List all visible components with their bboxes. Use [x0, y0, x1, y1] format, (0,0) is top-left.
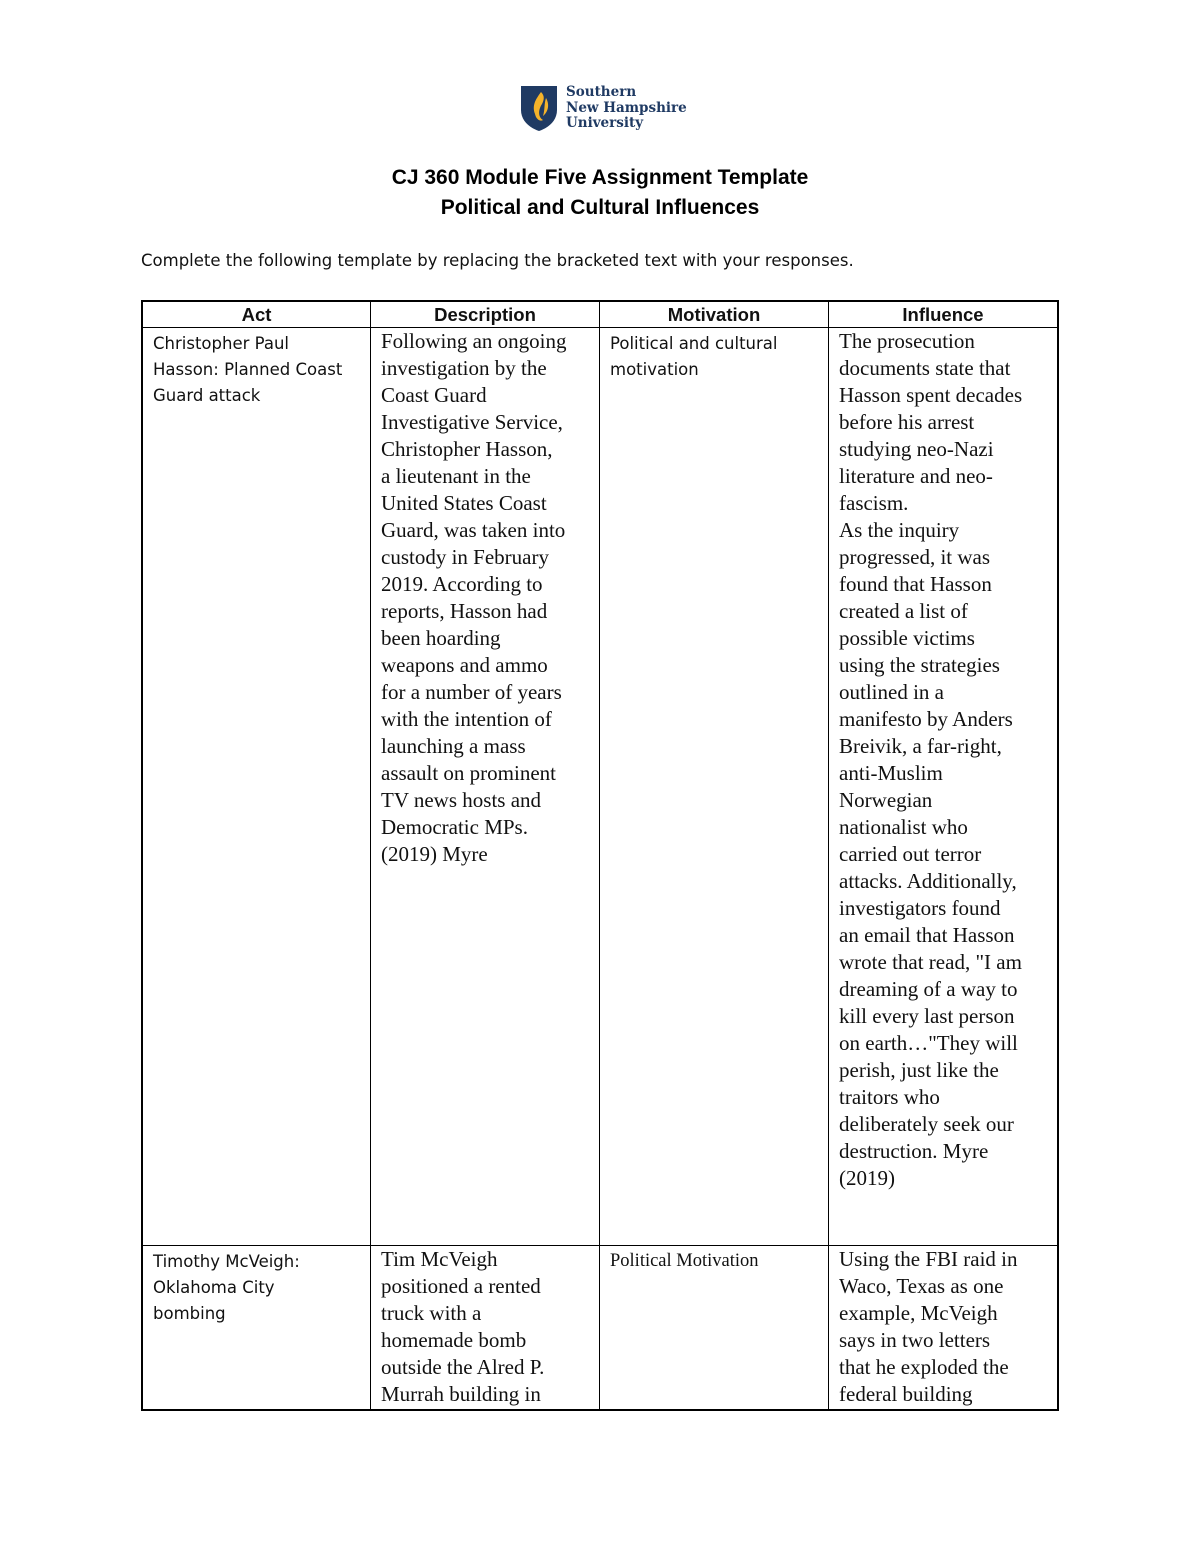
header-influence: Influence	[902, 304, 984, 325]
row-1-description: Following an ongoing investigation by the Coast Guard Investigative Service, Christopher Hasson, a lieutenant in the United States Coast Guard, was taken into custody in February 2019. According to reports, Hasson had been hoarding weapons and ammo for a number of years with the intention of launching a mass assault on prominent TV news hosts and Democratic MPs. (2019) Myre	[381, 329, 567, 866]
table-border-right	[1057, 300, 1059, 1411]
row-2-motivation: Political Motivation	[610, 1251, 759, 1271]
document-subtitle: Political and Cultural Influences	[440, 196, 760, 219]
row-2-description: Tim McVeigh positioned a rented truck with a homemade bomb outside the Alred P. Murrah building in	[381, 1247, 545, 1406]
row-2-act: Timothy McVeigh: Oklahoma City bombing	[153, 1252, 300, 1323]
logo-line-1: Southern	[566, 84, 637, 100]
header-act: Act	[241, 304, 272, 325]
table-border-bottom	[141, 1409, 1059, 1411]
shield-flame-icon	[519, 84, 559, 132]
table-col-divider-2	[599, 300, 600, 1411]
header-description: Description	[434, 304, 536, 325]
document-title: CJ 360 Module Five Assignment Template	[391, 166, 809, 189]
university-logo	[519, 84, 699, 134]
table-border-left	[141, 300, 143, 1411]
assignment-table	[141, 300, 1059, 1411]
row-1-motivation: Political and cultural motivation	[610, 334, 778, 379]
logo-line-2: New Hampshire	[566, 99, 687, 116]
logo-line-3: University	[566, 115, 644, 131]
row-2-influence: Using the FBI raid in Waco, Texas as one example, McVeigh says in two letters that he exploded the federal building	[839, 1247, 1018, 1406]
header-motivation: Motivation	[667, 304, 761, 325]
row-1-act: Christopher Paul Hasson: Planned Coast Guard attack	[153, 334, 343, 405]
instructions-text: Complete the following template by replacing the bracketed text with your responses.	[141, 251, 854, 270]
row-1-influence: The prosecution documents state that Hasson spent decades before his arrest studying neo-Nazi literature and neo- fascism. As the inquiry progressed, it was found that Hasson created a list of possible victims using the strategies outlined in a manifesto by Anders Breivik, a far-right, anti-Muslim Norwegian nationalist who carried out terror attacks. Additionally, investigators found an email that Hasson wrote that read, "I am dreaming of a way to kill every last person on earth…"They will perish, just like the traitors who deliberately seek our destruction. Myre (2019)	[839, 329, 1023, 1190]
